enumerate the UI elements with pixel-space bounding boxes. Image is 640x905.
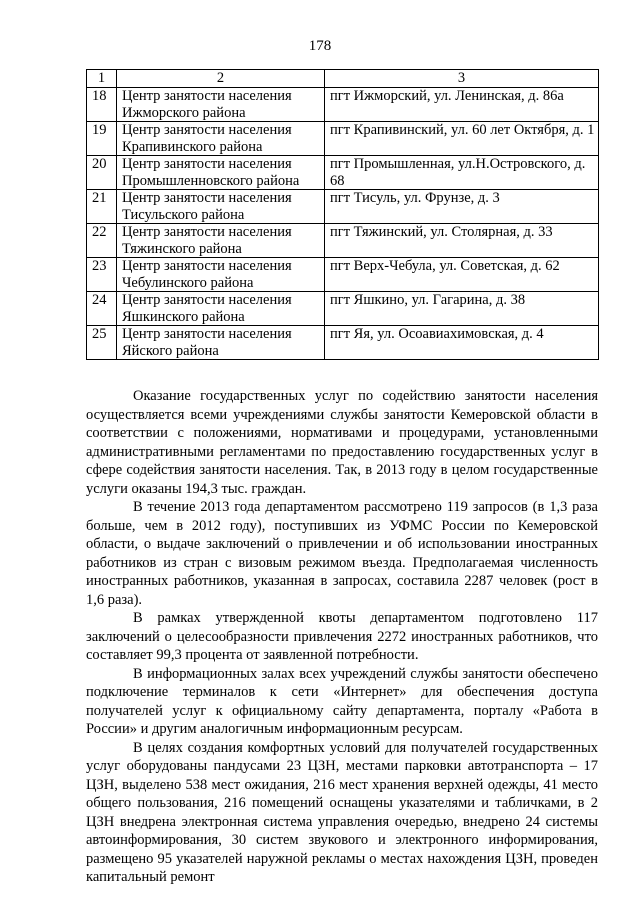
paragraph: В целях создания комфортных условий для получателей государственных услуг оборудованы пандусами 23 ЦЗН, местами парковки автотранспорта – 17 ЦЗН, выделено 538 мест ожидания, 216 мест хранения верхней одежды, 41 место общего пользования, 216 помещений оснащены указателями и табличками, в 2 ЦЗН внедрена электронная система управления очередью, внедрено 24 системы автоинформирования, 30 систем звукового и электронного информирования, размещено 95 указателей наружной рекламы о местах нахождения ЦЗН, проведен капитальный ремонт (86, 739, 598, 885)
page-number: 178 (308, 38, 332, 54)
center-address: пгт Верх-Чебула, ул. Советская, д. 62 (325, 258, 599, 292)
center-address: пгт Тисуль, ул. Фрунзе, д. 3 (325, 190, 599, 224)
center-address: пгт Яшкино, ул. Гагарина, д. 38 (325, 292, 599, 326)
column-header: 3 (325, 70, 599, 88)
center-name: Центр занятости населения Тяжинского района (117, 224, 325, 258)
table-row (87, 88, 599, 122)
employment-centers-table (86, 69, 599, 360)
row-number: 22 (87, 224, 117, 258)
column-header: 1 (87, 70, 117, 88)
paragraph: В информационных залах всех учреждений службы занятости обеспечено подключение терминалов к сети «Интернет» для обеспечения доступа получателей услуг к официальному сайту департамента, порталу «Работа в России» и другим аналогичным информационным ресурсам. (86, 665, 598, 737)
center-name: Центр занятости населения Ижморского района (117, 88, 325, 122)
center-address: пгт Крапивинский, ул. 60 лет Октября, д. 1 (325, 122, 599, 156)
table-row (87, 190, 599, 224)
center-address: пгт Тяжинский, ул. Столярная, д. 33 (325, 224, 599, 258)
center-name: Центр занятости населения Крапивинского района (117, 122, 325, 156)
body-text (86, 387, 598, 887)
row-number: 21 (87, 190, 117, 224)
center-name: Центр занятости населения Тисульского района (117, 190, 325, 224)
center-address: пгт Яя, ул. Осоавиахимовская, д. 4 (325, 326, 599, 360)
row-number: 20 (87, 156, 117, 190)
row-number: 18 (87, 88, 117, 122)
center-address: пгт Ижморский, ул. Ленинская, д. 86а (325, 88, 599, 122)
table-row (87, 292, 599, 326)
table-row (87, 224, 599, 258)
table-row (87, 326, 599, 360)
table-row (87, 258, 599, 292)
row-number: 19 (87, 122, 117, 156)
row-number: 24 (87, 292, 117, 326)
table-row (87, 122, 599, 156)
table-row (87, 156, 599, 190)
center-name: Центр занятости населения Яшкинского района (117, 292, 325, 326)
center-address: пгт Промышленная, ул.Н.Островского, д. 68 (325, 156, 599, 190)
table-header-row (87, 70, 599, 88)
row-number: 23 (87, 258, 117, 292)
paragraph: В течение 2013 года департаментом рассмотрено 119 запросов (в 1,3 раза больше, чем в 2012 году), поступивших из УФМС России по Кемеровской области, о выдаче заключений о привлечении и об использовании иностранных работников из стран с визовым режимом въезда. Предполагаемая численность иностранных работников, указанная в запросах, составила 2287 человек (рост в 1,6 раза). (86, 499, 598, 608)
column-header: 2 (117, 70, 325, 88)
center-name: Центр занятости населения Промышленновского района (117, 156, 325, 190)
paragraph: В рамках утвержденной квоты департаментом подготовлено 117 заключений о целесообразности привлечения 2272 иностранных работников, что составляет 99,3 процента от заявленной потребности. (86, 610, 598, 663)
center-name: Центр занятости населения Чебулинского района (117, 258, 325, 292)
paragraph: Оказание государственных услуг по содействию занятости населения осуществляется всеми учреждениями службы занятости Кемеровской области в соответствии с положениями, нормативами и процедурами, установленными административными регламентами по предоставлению государственных услуг в сфере содействия занятости населения. Так, в 2013 году в целом государственные услуги оказаны 194,3 тыс. граждан. (86, 388, 598, 497)
center-name: Центр занятости населения Яйского района (117, 326, 325, 360)
row-number: 25 (87, 326, 117, 360)
